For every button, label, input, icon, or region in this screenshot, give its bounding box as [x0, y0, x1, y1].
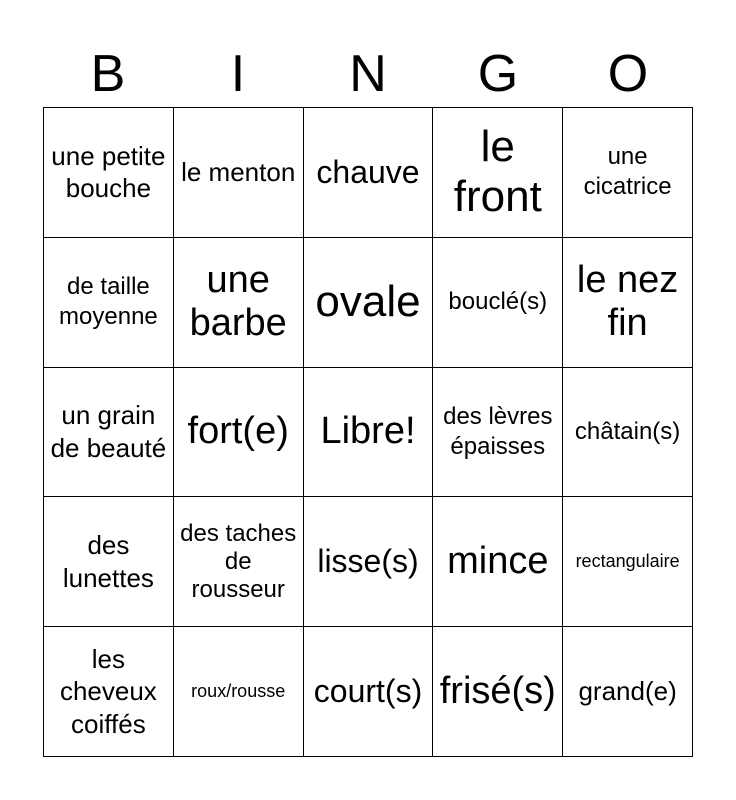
bingo-cell[interactable]	[304, 238, 434, 368]
header-letter-o: O	[607, 45, 649, 103]
cell-text: des lèvres épaisses	[443, 402, 553, 460]
bingo-cell[interactable]	[174, 627, 304, 757]
bingo-cell[interactable]	[44, 108, 174, 238]
cell-text: ovale	[315, 276, 421, 326]
bingo-cell[interactable]	[304, 108, 434, 238]
header-letter-i: I	[230, 45, 246, 103]
cell-text: des lunettes	[62, 530, 154, 593]
header-letter-n: N	[349, 45, 387, 103]
cell-text: Libre!	[320, 410, 416, 453]
bingo-cell[interactable]	[174, 497, 304, 627]
cell-text: grand(e)	[578, 675, 677, 706]
cell-text: frisé(s)	[439, 669, 556, 712]
cell-text: le front	[453, 121, 542, 222]
cell-text: le nez fin	[576, 258, 679, 345]
bingo-cell[interactable]	[304, 497, 434, 627]
cell-text: fort(e)	[187, 410, 289, 453]
bingo-cell[interactable]	[563, 497, 693, 627]
cell-text: une barbe	[189, 258, 287, 345]
bingo-cell[interactable]	[174, 108, 304, 238]
cell-text: bouclé(s)	[448, 288, 548, 316]
bingo-cell[interactable]	[174, 368, 304, 498]
cell-text: les cheveux coiffés	[59, 643, 157, 739]
cell-text: roux/rousse	[191, 681, 286, 702]
cell-text: le menton	[181, 157, 296, 188]
bingo-cell[interactable]	[44, 368, 174, 498]
bingo-cell[interactable]	[563, 627, 693, 757]
bingo-header	[43, 40, 693, 108]
cell-text: mince	[447, 539, 549, 582]
bingo-cell[interactable]	[174, 238, 304, 368]
bingo-cell[interactable]	[433, 627, 563, 757]
cell-text: rectangulaire	[575, 551, 680, 572]
header-letter-b: B	[90, 45, 126, 103]
cell-text: chauve	[316, 154, 420, 190]
cell-text: un grain de beauté	[50, 400, 167, 463]
cell-text: châtain(s)	[574, 418, 681, 446]
bingo-cell[interactable]	[44, 627, 174, 757]
bingo-cell[interactable]	[44, 238, 174, 368]
cell-text: de taille moyenne	[59, 273, 158, 331]
bingo-cell[interactable]	[563, 108, 693, 238]
bingo-cell[interactable]	[433, 238, 563, 368]
bingo-cell[interactable]	[563, 238, 693, 368]
bingo-board	[43, 107, 693, 757]
cell-text: des taches de rousseur	[180, 520, 297, 603]
bingo-cell-free[interactable]	[304, 368, 434, 498]
bingo-cell[interactable]	[563, 368, 693, 498]
bingo-cell[interactable]	[304, 627, 434, 757]
bingo-cell[interactable]	[44, 497, 174, 627]
bingo-cell[interactable]	[433, 368, 563, 498]
cell-text: court(s)	[313, 673, 423, 710]
cell-text: une cicatrice	[583, 143, 672, 201]
bingo-cell[interactable]	[433, 497, 563, 627]
cell-text: une petite bouche	[51, 140, 166, 204]
cell-text: lisse(s)	[317, 543, 419, 580]
header-letter-g: G	[477, 45, 519, 103]
bingo-cell[interactable]	[433, 108, 563, 238]
